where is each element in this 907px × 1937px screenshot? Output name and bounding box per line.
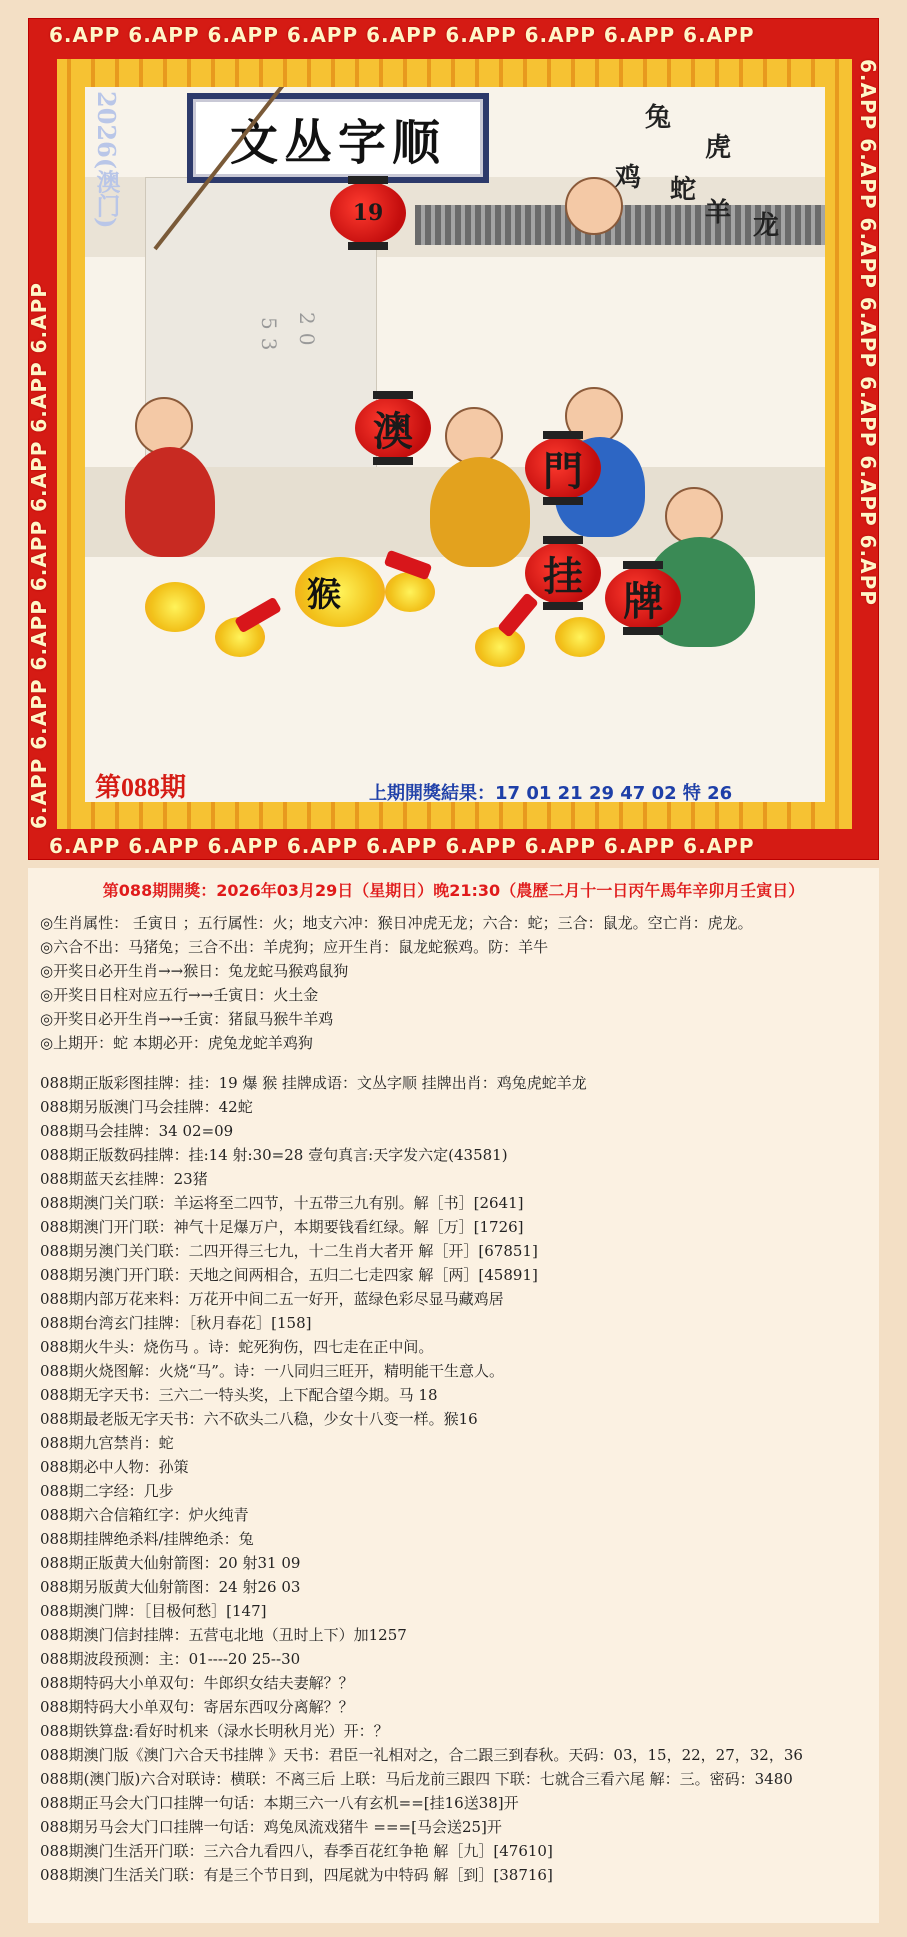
lantern-number: 19 xyxy=(352,200,384,226)
detail-line: 088期澳门关门联：羊运将至二四节，十五带三九有别。解［书］[2641] xyxy=(40,1194,524,1212)
detail-line: 088期铁算盘:看好时机来（渌水长明秋月光）开：？ xyxy=(40,1722,389,1740)
detail-line: 088期正马会大门口挂牌一句话：本期三六一八有玄机==[挂16送38]开 xyxy=(40,1794,519,1812)
monkey-char: 猴 xyxy=(307,575,341,615)
detail-line: 088期波段预测：主：01----20 25--30 xyxy=(40,1650,301,1668)
detail-line: 088期最老版无字天书：六不砍头二八稳，少女十八变一样。猴16 xyxy=(40,1410,478,1428)
zodiac-label: 龙 xyxy=(753,211,780,241)
info-line: ◎开奖日必开生肖→→壬寅：猪鼠马猴牛羊鸡 xyxy=(40,1010,334,1028)
zodiac-label: 鸡 xyxy=(615,163,642,193)
lantern-char: 牌 xyxy=(623,577,663,625)
detail-line: 088期六合信箱红字：炉火纯青 xyxy=(40,1506,249,1524)
detail-line: 088期马会挂牌：34 02=09 xyxy=(40,1122,234,1140)
zodiac-label: 蛇 xyxy=(670,175,697,205)
detail-line: 088期特码大小单双句：寄居东西叹分离解？？ xyxy=(40,1698,354,1716)
detail-line: 088期必中人物：孙策 xyxy=(40,1458,189,1476)
detail-line: 088期蓝天玄挂牌：23猪 xyxy=(40,1170,208,1188)
firework xyxy=(555,617,605,657)
detail-line: 088期正版黄大仙射箭图：20 射31 09 xyxy=(40,1554,301,1572)
detail-line: 088期挂牌绝杀料/挂牌绝杀：兔 xyxy=(40,1530,254,1548)
info-lines xyxy=(40,911,867,1055)
detail-line: 088期火牛头：烧伤马 。诗：蛇死狗伤，四七走在正中间。 xyxy=(40,1338,434,1356)
info-line: ◎六合不出：马猪兔；三合不出：羊虎狗；应开生肖：鼠龙蛇猴鸡。防：羊牛 xyxy=(40,938,549,956)
title-scroll xyxy=(187,93,489,183)
detail-line: 088期澳门开门联：神气十足爆万户，本期要钱看红绿。解［万］[1726] xyxy=(40,1218,524,1236)
bottom-watermark: 6.APP 6.APP 6.APP 6.APP 6.APP 6.APP 6.APP 6.APP 6.APP xyxy=(49,834,755,858)
info-line: ◎上期开：蛇 本期必开：虎兔龙蛇羊鸡狗 xyxy=(40,1034,313,1052)
child-red xyxy=(125,447,215,557)
detail-line: 088期另版澳门马会挂牌：42蛇 xyxy=(40,1098,253,1116)
detail-line: 088期无字天书：三六二一特头奖，上下配合望今期。马 18 xyxy=(40,1386,438,1404)
detail-line: 088期正版彩图挂牌：挂：19 爆 猴 挂牌成语：文丛字顺 挂牌出肖：鸡兔虎蛇羊龙 xyxy=(40,1074,587,1092)
detail-line: 088期另澳门开门联：天地之间两相合，五归二七走四家 解［两］[45891] xyxy=(40,1266,538,1284)
detail-line: 088期另马会大门口挂牌一句话：鸡兔凤流戏猪牛 ===[马会送25]开 xyxy=(40,1818,502,1836)
detail-line: 088期特码大小单双句：牛郎织女结夫妻解？？ xyxy=(40,1674,354,1692)
detail-line: 088期另版黄大仙射箭图：24 射26 03 xyxy=(40,1578,301,1596)
left-watermark: 6.APP 6.APP 6.APP 6.APP 6.APP 6.APP 6.APP xyxy=(27,282,51,829)
lantern xyxy=(605,567,681,629)
title: 文丛字顺 xyxy=(229,114,446,171)
info-panel xyxy=(28,868,879,1923)
firework xyxy=(475,627,525,667)
lantern-char: 挂 xyxy=(543,552,583,600)
door-number: 20 xyxy=(295,312,319,354)
detail-lines xyxy=(40,1071,867,1887)
peeking-child xyxy=(565,177,623,235)
firework xyxy=(145,582,205,632)
detail-line: 088期火烧图解：火烧“马”。诗：一八同归三旺开，精明能干生意人。 xyxy=(40,1362,504,1380)
last-result: 上期開獎結果：17 01 21 29 47 02 特 26 xyxy=(369,783,733,804)
lantern xyxy=(355,397,431,459)
lantern xyxy=(525,542,601,604)
spacer xyxy=(40,1055,867,1071)
detail-line: 088期澳门信封挂牌：五营屯北地（丑时上下）加1257 xyxy=(40,1626,407,1644)
right-watermark: 6.APP 6.APP 6.APP 6.APP 6.APP 6.APP 6.APP xyxy=(856,59,880,606)
child-yellow xyxy=(430,457,530,567)
door-number: 53 xyxy=(257,317,281,359)
child-head xyxy=(135,397,193,455)
info-line: ◎开奖日必开生肖→→猴日：兔龙蛇马猴鸡鼠狗 xyxy=(40,962,349,980)
detail-line: 088期澳门生活开门联：三六合九看四八，春季百花红争艳 解［九］[47610] xyxy=(40,1842,553,1860)
detail-line: 088期另澳门关门联：二四开得三七九，十二生肖大者开 解［开］[67851] xyxy=(40,1242,538,1260)
detail-line: 088期九宫禁肖：蛇 xyxy=(40,1434,174,1452)
detail-line: 088期(澳门版)六合对联诗：横联：不离三后 上联：马后龙前三跟四 下联：七就合三看六尾 解：三。密码：3480 xyxy=(40,1770,793,1788)
draw-headline: 第088期開獎：2026年03月29日（星期日）晚21:30（農歷二月十一日丙午馬年辛卯月壬寅日） xyxy=(102,881,805,900)
detail-line: 088期二字经：几步 xyxy=(40,1482,174,1500)
top-watermark: 6.APP 6.APP 6.APP 6.APP 6.APP 6.APP 6.APP 6.APP 6.APP xyxy=(49,23,755,47)
zodiac-label: 虎 xyxy=(705,133,732,163)
info-line: ◎开奖日日柱对应五行→→壬寅日：火土金 xyxy=(40,986,319,1004)
issue-number: 第088期 xyxy=(95,773,187,802)
detail-line: 088期台湾玄门挂牌：［秋月春花］[158] xyxy=(40,1314,312,1332)
detail-line: 088期澳门生活关门联：有是三个节日到，四尾就为中特码 解［到］[38716] xyxy=(40,1866,553,1884)
firecracker xyxy=(497,592,539,638)
detail-line: 088期澳门版《澳门六合天书挂牌 》天书：君臣一礼相对之，合二跟三到春秋。天码：03，15，22，27，32，36 xyxy=(40,1746,803,1764)
info-line: ◎生肖属性： 壬寅日 ；五行属性：火；地支六冲：猴日冲虎无龙；六合：蛇；三合：鼠龙。空亡肖：虎龙。 xyxy=(40,914,753,932)
year-watermark: 2026(澳门) xyxy=(92,91,121,229)
lantern-char: 門 xyxy=(543,447,583,495)
illustration-scene xyxy=(85,87,825,802)
lantern-char: 澳 xyxy=(373,407,413,455)
lantern xyxy=(525,437,601,499)
zodiac-label: 兔 xyxy=(645,103,672,133)
detail-line: 088期正版数码挂牌：挂:14 射:30=28 壹句真言:天字发六定(43581) xyxy=(40,1146,508,1164)
zodiac-label: 羊 xyxy=(705,198,732,228)
lantern-top xyxy=(330,182,406,244)
poster xyxy=(28,18,879,860)
detail-line: 088期澳门牌：［目极何愁］[147] xyxy=(40,1602,267,1620)
detail-line: 088期内部万花来料：万花开中间二五一好开，蓝绿色彩尽显马藏鸡居 xyxy=(40,1290,504,1308)
